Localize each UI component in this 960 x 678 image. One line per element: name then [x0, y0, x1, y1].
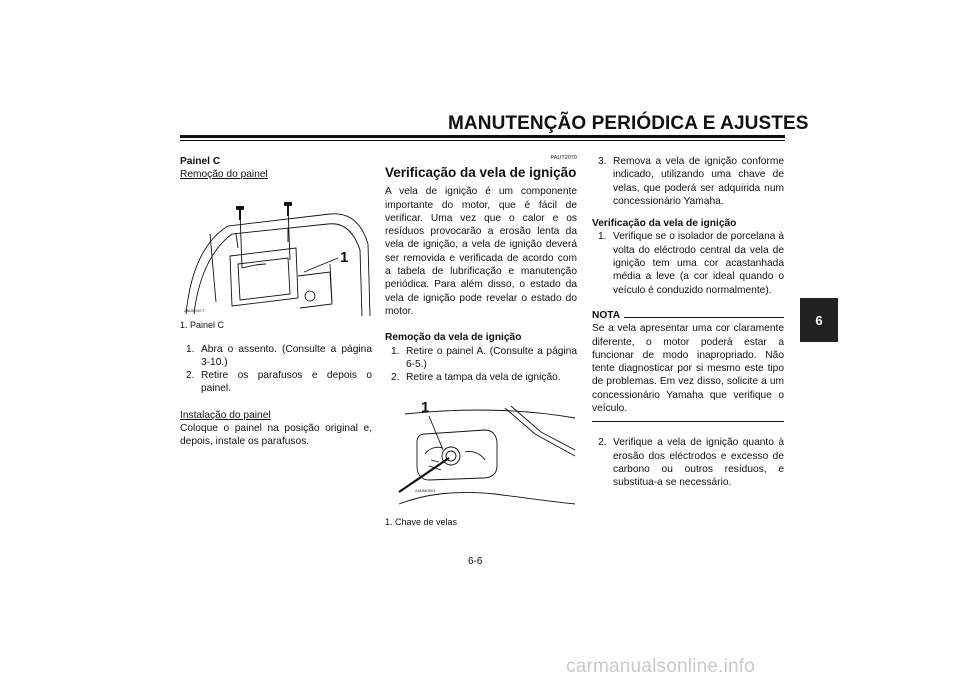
list-number: 1.	[598, 231, 607, 243]
list-item	[391, 371, 577, 384]
spark-plug-wrench-illustration	[385, 394, 577, 512]
figure-painel-c	[180, 184, 372, 316]
list-text: Retire os parafusos e depois o painel.	[201, 370, 372, 395]
note-rule-top	[624, 317, 784, 318]
header-rule-thin	[180, 140, 785, 141]
figure-code: ZAUM0591	[415, 488, 436, 494]
watermark: carmanualsonline.info	[566, 656, 756, 677]
list-item	[598, 155, 784, 208]
note-label: NOTA	[592, 309, 621, 321]
list-text: Retire a tampa da vela de ignição.	[406, 372, 561, 384]
list-item	[391, 345, 577, 372]
list-text: Verifique se o isolador de porcelana à volta do eléctrodo central da vela de ignição tem uma cor acastanhada média a leve (a cor ideal quando o veículo é conduzido normalmente).	[613, 231, 784, 296]
list-number: 2.	[598, 437, 607, 449]
section-title-vela: Verificação da vela de ignição	[385, 165, 577, 181]
list-item	[186, 369, 372, 396]
chapter-tab[interactable]	[800, 298, 838, 342]
note-rule-bottom	[592, 421, 784, 422]
page-header-title: MANUTENÇÃO PERIÓDICA E AJUSTES	[448, 113, 809, 134]
header-rule-thick	[180, 135, 785, 138]
list-number: 3.	[598, 156, 607, 167]
list-text: Remova a vela de ignição conforme indicado, utilizando uma chave de velas, que poderá ser adquirida num concessionário Yamaha.	[613, 156, 784, 207]
section-code: PAUT2070	[550, 155, 577, 161]
intro-paragraph: A vela de ignição é um componente importante do motor, que é fácil de verificar. Uma vez que o calor e os resíduos provocarão a erosão lenta da vela de ignição, a vela de ignição deverá ser removida e verificada de acordo com a tabela de lubrificação e manutenção periódica. Para além disso, o estado da vela de ignição pode revelar o estado do motor.	[385, 186, 577, 317]
list-number: 2.	[186, 370, 195, 382]
list-item	[186, 343, 372, 370]
list-number: 2.	[391, 372, 400, 384]
list-text: Verifique a vela de ignição quanto à erosão dos eléctrodos e excesso de carbono ou outros resíduos, e substitua-a se necessário.	[613, 437, 784, 489]
figure-callout-1: 1	[421, 399, 430, 417]
subheading-instalacao: Instalação do painel	[180, 409, 271, 421]
subheading-remocao-vela: Remoção da vela de ignição	[385, 332, 522, 344]
figure-callout-1: 1	[340, 248, 349, 266]
chapter-tab-label: 6	[815, 312, 823, 328]
list-text: Abra o assento. (Consulte a página 3-10.)	[201, 343, 372, 368]
section-heading-painel-c: Painel C	[180, 156, 221, 167]
note-text: Se a vela apresentar uma cor claramente diferente, o motor poderá estar a funcionar de modo inapropriado. Não tente diagnosticar por si mesmo este tipo de problemas. Em vez disso, solicite a um concessionário Yamaha que verifique o veículo.	[592, 323, 784, 415]
figure-code: ZAUM0477	[184, 307, 205, 313]
list-number: 1.	[186, 343, 195, 355]
figure-chave-de-velas	[385, 394, 577, 512]
subheading-verificacao: Verificação da vela de ignição	[592, 218, 737, 230]
page-number: 6-6	[468, 556, 483, 567]
figure-caption-painel-c: 1. Painel C	[180, 319, 225, 330]
panel-c-illustration	[180, 184, 372, 316]
column-2	[385, 152, 577, 528]
list-item	[598, 230, 784, 296]
list-number: 1.	[391, 345, 400, 357]
list-text: Retire o painel A. (Consulte a página 6-5.)	[406, 345, 577, 370]
list-item	[598, 436, 784, 489]
column-3	[592, 155, 784, 490]
installation-text: Coloque o painel na posição original e, depois, instale os parafusos.	[180, 423, 372, 448]
note-header	[592, 309, 784, 322]
figure-caption-chave: 1. Chave de velas	[385, 517, 458, 528]
column-1	[180, 155, 372, 449]
subheading-remocao: Remoção do painel	[180, 169, 268, 181]
